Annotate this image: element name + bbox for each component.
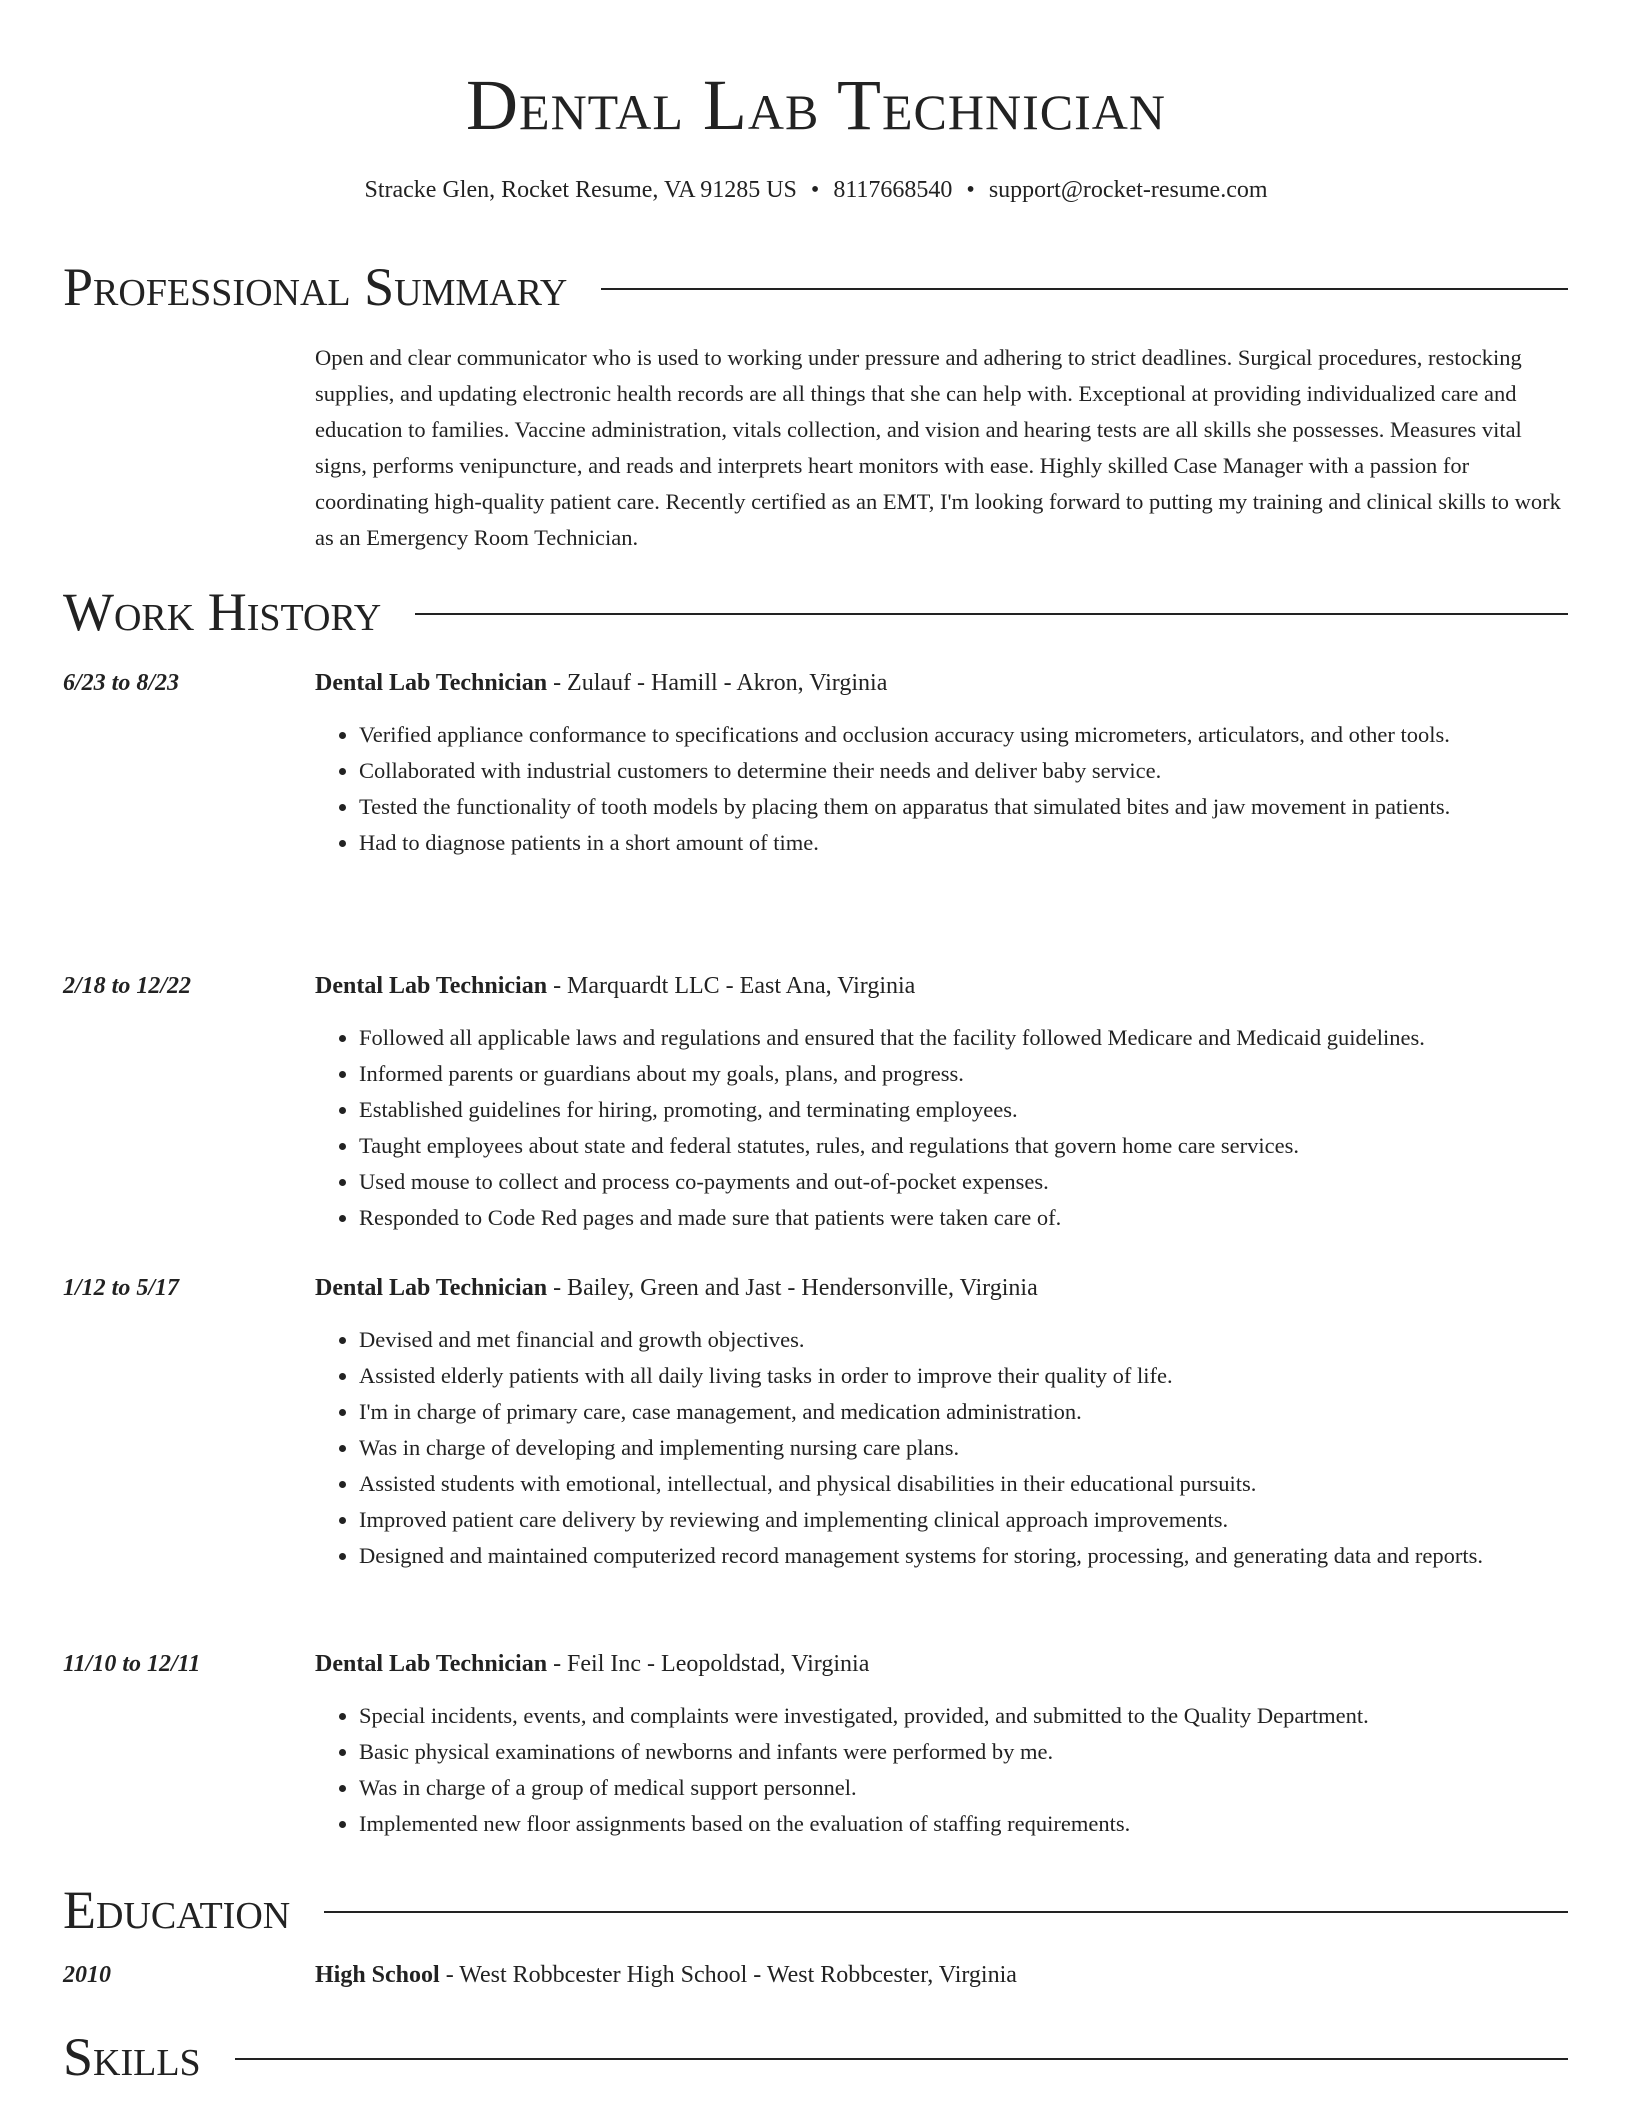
job-bullets xyxy=(315,1322,1612,1574)
section-title: Education xyxy=(63,1880,291,1940)
contact-email: support@rocket-resume.com xyxy=(988,177,1268,203)
job-bullets xyxy=(315,717,1612,861)
job-bullet: • Assisted students with emotional, intellectual, and physical disabilities in their educational pursuits. xyxy=(359,1466,1612,1502)
job-bullet: • Designed and maintained computerized record management systems for storing, processing, and generating data and reports. xyxy=(359,1538,1612,1574)
section-title: Professional Summary xyxy=(63,257,568,317)
job-bullet: • Established guidelines for hiring, promoting, and terminating employees. xyxy=(359,1092,1612,1128)
job-bullet: • Collaborated with industrial customers to determine their needs and deliver baby service. xyxy=(359,753,1612,789)
job-position: Dental Lab Technician xyxy=(315,1275,548,1301)
job-bullet: • Informed parents or guardians about my goals, plans, and progress. xyxy=(359,1056,1612,1092)
job-dates: 1/12 to 5/17 xyxy=(63,1275,180,1301)
job-bullet: • Assisted elderly patients with all daily living tasks in order to improve their quality of life. xyxy=(359,1358,1612,1394)
job-bullet: • Improved patient care delivery by reviewing and implementing clinical approach improvements. xyxy=(359,1502,1612,1538)
job-heading xyxy=(315,1646,1568,1682)
education-year: 2010 xyxy=(63,1962,111,1988)
job-bullet: • Was in charge of developing and implementing nursing care plans. xyxy=(359,1430,1612,1466)
job-dates: 2/18 to 12/22 xyxy=(63,973,192,999)
job-bullet: • I'm in charge of primary care, case management, and medication administration. xyxy=(359,1394,1612,1430)
section-rule xyxy=(415,613,1568,615)
section-header-summary xyxy=(63,257,1568,317)
contact-line xyxy=(0,175,1632,205)
job-heading xyxy=(315,665,1568,701)
job-bullet: • Responded to Code Red pages and made sure that patients were taken care of. xyxy=(359,1200,1612,1236)
job-details: - Bailey, Green and Jast - Hendersonville, Virginia xyxy=(547,1275,1038,1301)
job-position: Dental Lab Technician xyxy=(315,670,548,696)
section-header-work-history xyxy=(63,582,1568,642)
section-title: Work History xyxy=(63,582,382,642)
education-heading xyxy=(315,1957,1568,1993)
job-dates: 6/23 to 8/23 xyxy=(63,670,180,696)
section-rule xyxy=(235,2058,1568,2060)
job-bullets xyxy=(315,1020,1612,1236)
job-details: - Zulauf - Hamill - Akron, Virginia xyxy=(547,670,888,696)
section-rule xyxy=(601,288,1568,290)
section-header-education xyxy=(63,1880,1568,1940)
education-degree: High School xyxy=(315,1962,440,1988)
contact-phone: 8117668540 xyxy=(833,177,953,203)
job-bullet: • Used mouse to collect and process co-payments and out-of-pocket expenses. xyxy=(359,1164,1612,1200)
job-position: Dental Lab Technician xyxy=(315,1651,548,1677)
job-bullet: • Had to diagnose patients in a short amount of time. xyxy=(359,825,1612,861)
contact-separator: • xyxy=(966,177,975,203)
job-bullet: • Taught employees about state and federal statutes, rules, and regulations that govern home care services. xyxy=(359,1128,1612,1164)
job-bullet: • Devised and met financial and growth objectives. xyxy=(359,1322,1612,1358)
job-bullet: • Implemented new floor assignments based on the evaluation of staffing requirements. xyxy=(359,1806,1612,1842)
job-bullet: • Was in charge of a group of medical support personnel. xyxy=(359,1770,1612,1806)
job-bullet: • Verified appliance conformance to specifications and occlusion accuracy using micrometers, articulators, and other tools. xyxy=(359,717,1612,753)
education-details: - West Robbcester High School - West Robbcester, Virginia xyxy=(439,1962,1017,1988)
section-rule xyxy=(324,1911,1568,1913)
section-header-skills xyxy=(63,2027,1568,2087)
resume-name: Dental Lab Technician xyxy=(466,65,1166,145)
summary-text: Open and clear communicator who is used to working under pressure and adhering to strict deadlines. Surgical procedures, restocking supplies, and updating electronic health records are all things that she can help with. Exceptional at providing individualized care and education to families. Vaccine administration, vitals collection, and vision and hearing tests are all skills she possesses. Measures vital signs, performs venipuncture, and reads and interprets heart monitors with ease. Highly skilled Case Manager with a passion for coordinating high-quality patient care. Recently certified as an EMT, I'm looking forward to putting my training and clinical skills to work as an Emergency Room Technician. xyxy=(315,345,1561,550)
contact-separator: • xyxy=(810,177,820,203)
contact-address: Stracke Glen, Rocket Resume, VA 91285 US xyxy=(364,177,797,203)
job-heading xyxy=(315,968,1568,1004)
job-bullet: • Followed all applicable laws and regulations and ensured that the facility followed Medicare and Medicaid guidelines. xyxy=(359,1020,1612,1056)
job-bullets xyxy=(315,1698,1612,1842)
job-bullet: • Tested the functionality of tooth models by placing them on apparatus that simulated bites and jaw movement in patients. xyxy=(359,789,1612,825)
job-dates: 11/10 to 12/11 xyxy=(63,1651,201,1677)
section-title: Skills xyxy=(63,2027,201,2087)
job-heading xyxy=(315,1270,1568,1306)
job-bullet: • Special incidents, events, and complaints were investigated, provided, and submitted to the Quality Department. xyxy=(359,1698,1612,1734)
job-bullet: • Basic physical examinations of newborns and infants were performed by me. xyxy=(359,1734,1612,1770)
job-details: - Feil Inc - Leopoldstad, Virginia xyxy=(547,1651,870,1677)
job-position: Dental Lab Technician xyxy=(315,973,548,999)
job-details: - Marquardt LLC - East Ana, Virginia xyxy=(547,973,916,999)
